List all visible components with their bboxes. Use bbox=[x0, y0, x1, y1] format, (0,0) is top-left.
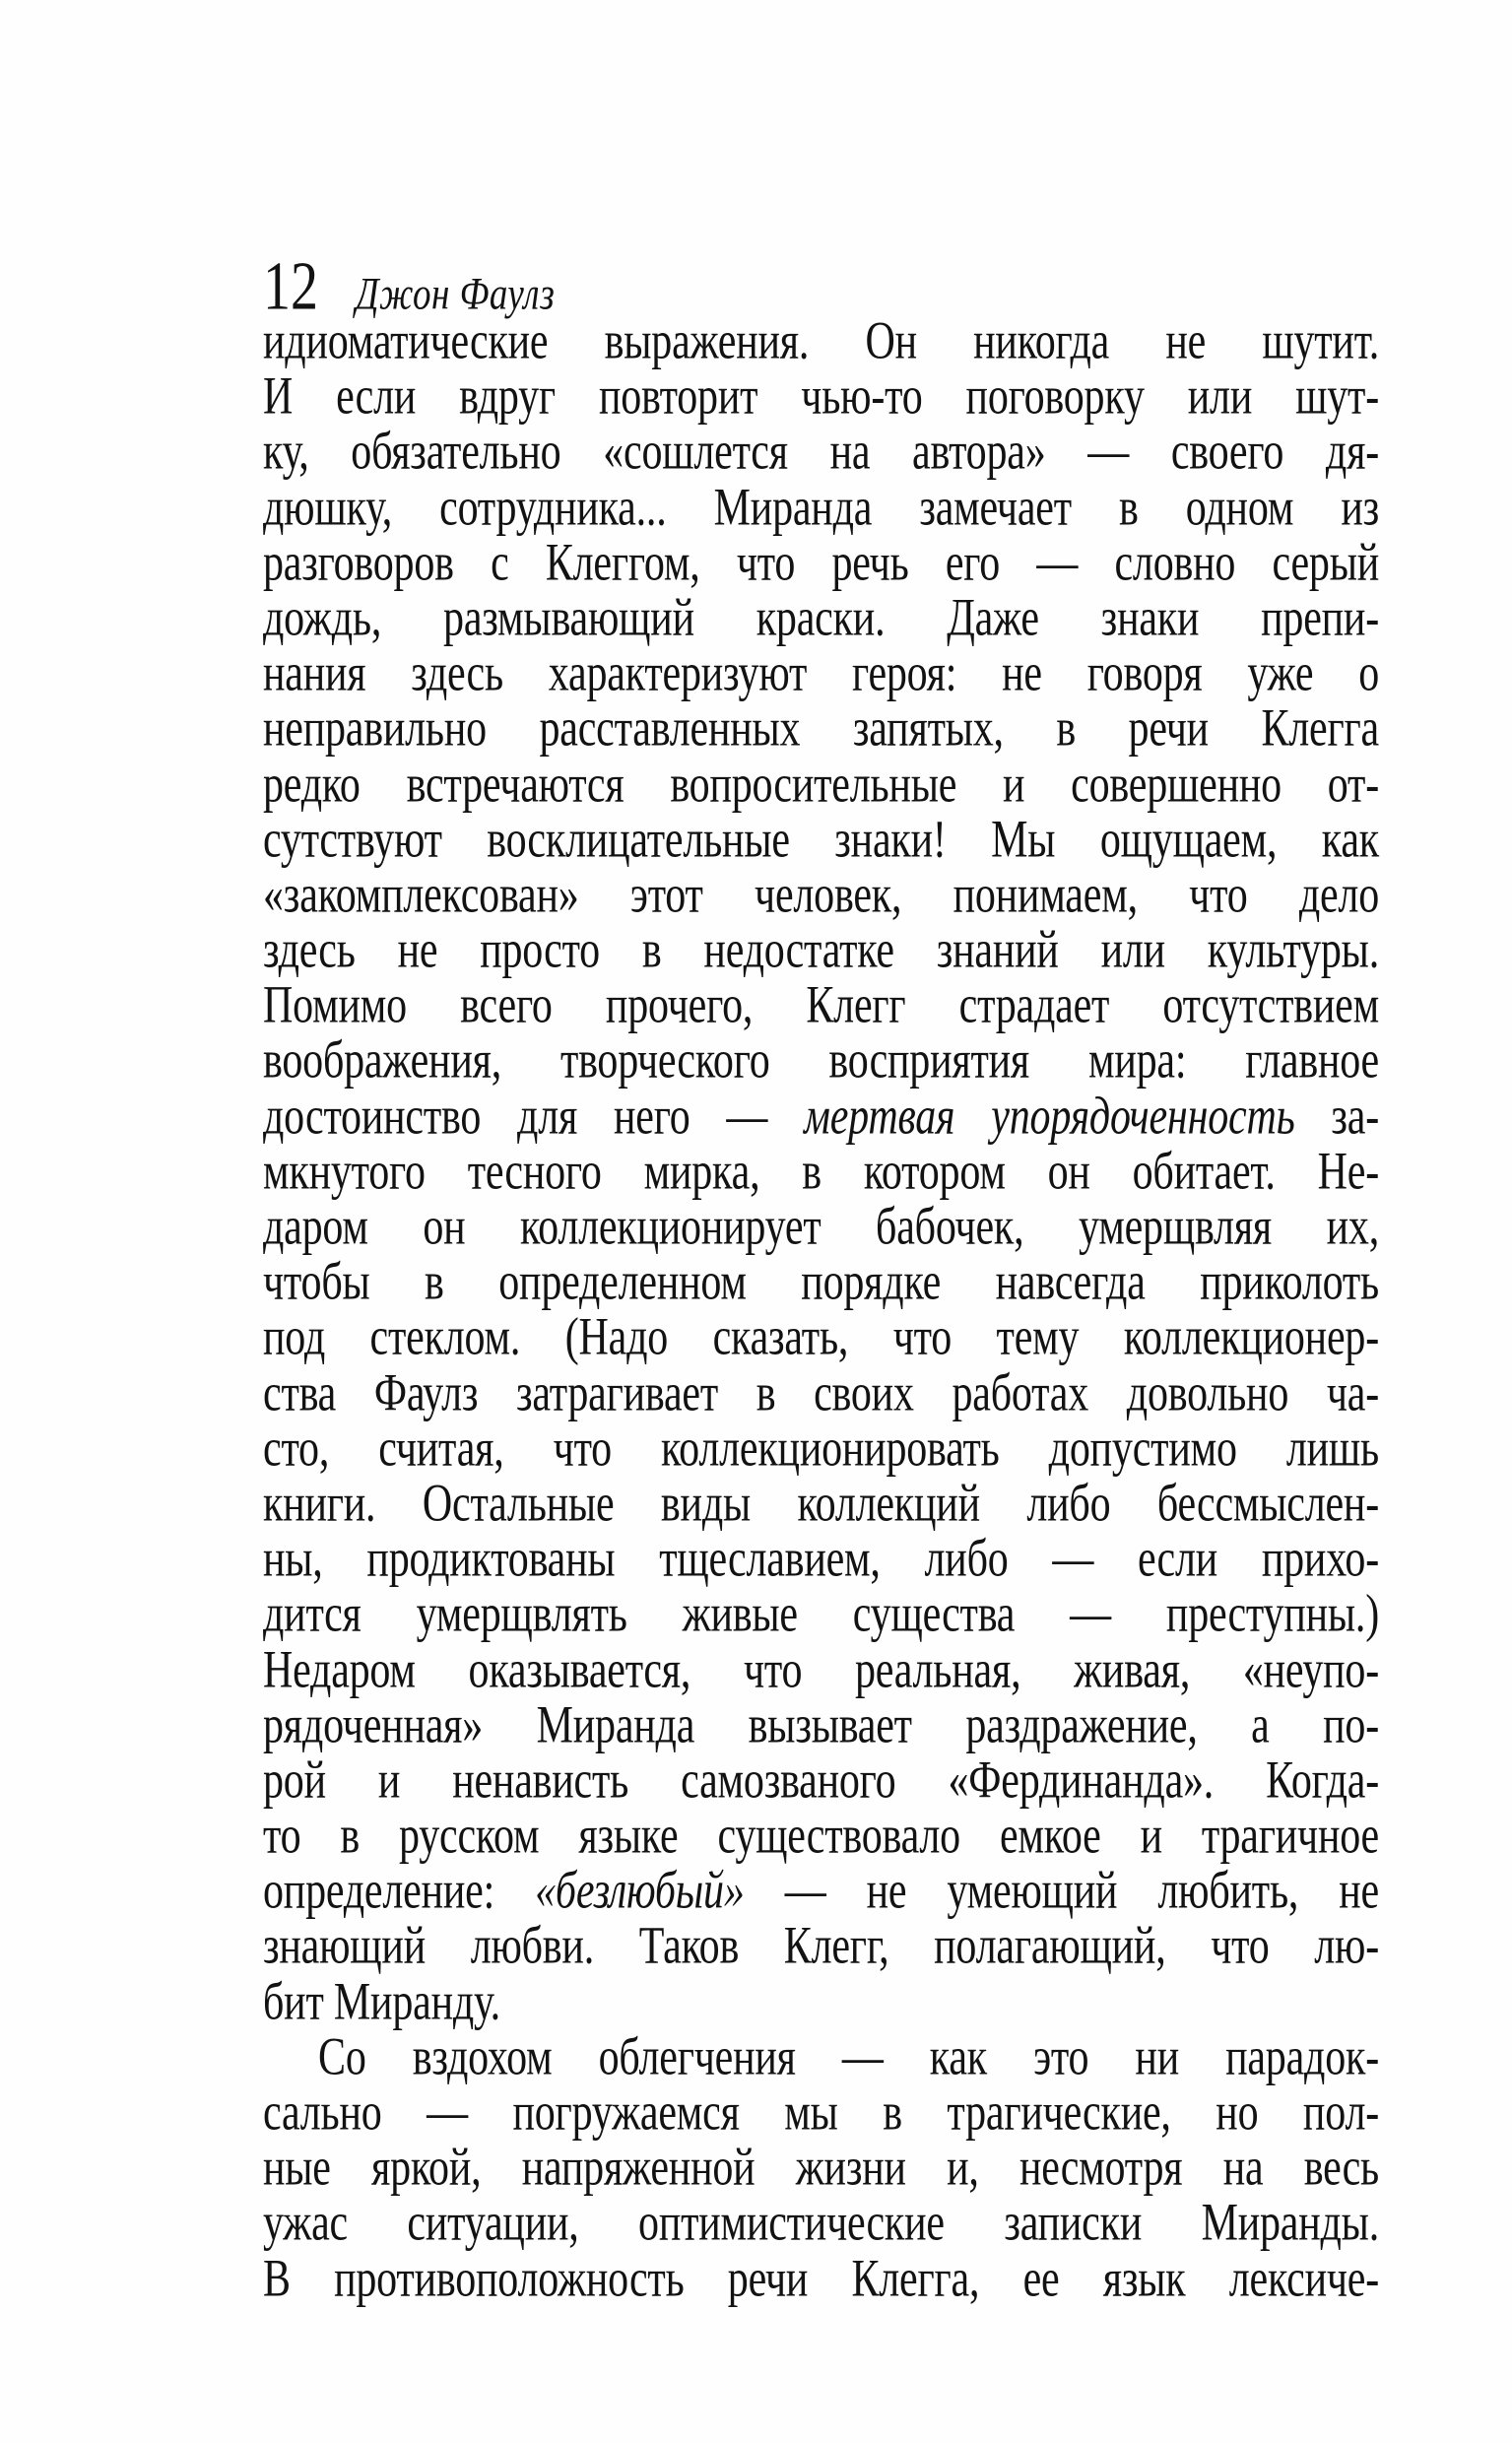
text-segment: ные яркой, напряженной жизни и, несмотря на весь bbox=[263, 2139, 1379, 2198]
text-segment: сально — погружаемся мы в трагические, но пол- bbox=[263, 2083, 1379, 2143]
text-segment: знающий любви. Таков Клегг, полагающий, что лю- bbox=[263, 1917, 1379, 1976]
text-segment: редко встречаются вопросительные и совершенно от- bbox=[263, 755, 1379, 814]
text-segment: Недаром оказывается, что реальная, живая, «неупо- bbox=[263, 1640, 1379, 1699]
text-segment: Помимо всего прочего, Клегг страдает отсутствием bbox=[263, 976, 1379, 1035]
text-segment: за- bbox=[1294, 1087, 1380, 1146]
text-segment: сутствуют восклицательные знаки! Мы ощущаем, как bbox=[263, 810, 1379, 869]
text-segment: дюшку, сотрудника... Миранда замечает в одном из bbox=[263, 478, 1379, 537]
text-segment: чтобы в определенном порядке навсегда приколоть bbox=[263, 1253, 1379, 1312]
text-segment: И если вдруг повторит чью-то поговорку или шут- bbox=[263, 367, 1379, 427]
text-segment: сто, считая, что коллекционировать допустимо лишь bbox=[263, 1420, 1379, 1478]
text-segment: идиоматические выражения. Он никогда не шутит. bbox=[263, 312, 1379, 371]
text-segment: разговоров с Клеггом, что речь его — словно серый bbox=[263, 534, 1379, 592]
italic-text-segment: мертвая упорядоченность bbox=[804, 1087, 1295, 1146]
text-segment: даром он коллекционирует бабочек, умерщвляя их, bbox=[263, 1198, 1379, 1257]
text-segment: здесь не просто в недостатке знаний или культуры. bbox=[263, 921, 1379, 980]
text-segment: Со вздохом облегчения — как это ни парадок- bbox=[318, 2028, 1379, 2086]
text-segment: — не умеющий любить, не bbox=[744, 1862, 1379, 1921]
text-segment: дождь, размывающий краски. Даже знаки препи- bbox=[263, 589, 1379, 648]
text-segment: книги. Остальные виды коллекций либо бессмыслен- bbox=[263, 1475, 1379, 1534]
italic-text-segment: «безлюбый» bbox=[535, 1862, 745, 1921]
text-segment: ства Фаулз затрагивает в своих работах довольно ча- bbox=[263, 1363, 1379, 1422]
running-title: Джон Фаулз bbox=[356, 269, 556, 320]
body-text bbox=[263, 312, 1380, 2308]
text-segment: мкнутого тесного мирка, в котором он обитает. Не- bbox=[263, 1143, 1379, 1201]
text-segment: «закомплексован» этот человек, понимаем, что дело bbox=[263, 866, 1379, 925]
text-segment: рой и ненависть самозваного «Фердинанда». Когда- bbox=[263, 1751, 1379, 1811]
text-segment: определение: bbox=[263, 1862, 536, 1921]
text-segment: рядоченная» Миранда вызывает раздражение, а по- bbox=[263, 1695, 1379, 1754]
text-segment: то в русском языке существовало емкое и трагичное bbox=[263, 1807, 1379, 1866]
text-segment: бит Миранду. bbox=[263, 1972, 500, 2031]
text-segment: воображения, творческого восприятия мира: главное bbox=[263, 1031, 1379, 1090]
text-segment: В противоположность речи Клегга, ее язык лексиче- bbox=[263, 2249, 1379, 2308]
page-number: 12 bbox=[263, 248, 318, 325]
text-segment: нания здесь характеризуют героя: не говоря уже о bbox=[263, 644, 1379, 703]
text-segment: достоинство для него — bbox=[263, 1087, 805, 1146]
text-segment: неправильно расставленных запятых, в речи Клегга bbox=[263, 699, 1379, 759]
text-segment: под стеклом. (Надо сказать, что тему коллекционер- bbox=[263, 1308, 1379, 1367]
text-segment: ку, обязательно «сошлется на автора» — своего дя- bbox=[263, 423, 1379, 482]
text-segment: ны, продиктованы тщеславием, либо — если прихо- bbox=[263, 1530, 1379, 1589]
text-segment: ужас ситуации, оптимистические записки Миранды. bbox=[263, 2194, 1379, 2253]
text-segment: дится умерщвлять живые существа — преступны.) bbox=[263, 1585, 1379, 1644]
text-line bbox=[263, 2245, 1379, 2316]
